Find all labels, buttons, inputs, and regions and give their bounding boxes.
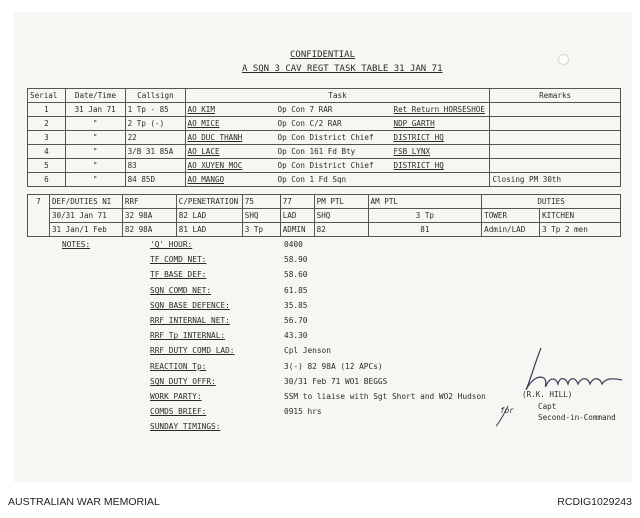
header-date-time: Date/Time [65, 89, 125, 103]
note-label: SQN BASE DEFENCE: [150, 300, 230, 310]
task-cell-task [185, 103, 490, 117]
note-label: REACTION Tp: [150, 361, 207, 371]
duties-row-0-c2: 82 LAD [176, 209, 242, 223]
task-location: NDP GARTH [393, 119, 435, 128]
task-description: Op Con District Chief [277, 133, 374, 142]
duties-subheader-tower: TOWER [482, 209, 540, 223]
task-cell-callsign: 1 Tp - 85 [125, 103, 185, 117]
task-cell-date-time: " [65, 159, 125, 173]
note-label: RRF DUTY COMD LAD: [150, 346, 235, 356]
note-label: SQN COMD NET: [150, 285, 212, 295]
duties-header-pm-ptl: PM PTL [314, 195, 368, 209]
duties-header-penetration: C/PENETRATION [176, 195, 242, 209]
header-task: Task [185, 89, 489, 103]
note-value: 61.85 [284, 285, 308, 295]
duties-row-0-c1: 32 98A [122, 209, 176, 223]
duties-subheader-kitchen: KITCHEN [540, 209, 621, 223]
notes-heading: NOTES: [62, 240, 91, 249]
task-cell-date-time: " [65, 173, 125, 187]
duties-row-1-c6: 81 [368, 223, 482, 237]
task-area: AO LACE [187, 147, 220, 156]
task-location: FSB LYNX [393, 147, 431, 156]
note-value: 56.70 [284, 316, 308, 325]
duties-serial: 7 [28, 195, 50, 209]
duties-header-rrf: RRF [122, 195, 176, 209]
task-table-header [28, 89, 621, 103]
note-value: 43.30 [284, 331, 308, 341]
punch-hole [558, 54, 569, 65]
note-label: RRF INTERNAL NET: [150, 316, 230, 325]
task-location: DISTRICT HQ [393, 161, 444, 170]
note-value: 30/31 Feb 71 WO1 BEGGS [284, 376, 388, 386]
duties-header-duties: DUTIES [482, 195, 621, 209]
duties-header-75: 75 [242, 195, 280, 209]
task-cell-remarks [490, 131, 621, 145]
task-row [28, 103, 621, 117]
task-cell-date-time: " [65, 117, 125, 131]
task-description: Op Con C/2 RAR [277, 119, 342, 128]
duties-row-0-c6: 3 Tp [368, 209, 482, 223]
task-location: DISTRICT HQ [393, 133, 444, 142]
note-value: SSM to liaise with Sgt Short and WO2 Hudson [284, 392, 486, 401]
task-table [27, 88, 621, 103]
duties-row-1-c5: 82 [314, 223, 368, 237]
note-label: TF BASE DEF: [150, 270, 207, 280]
task-row [28, 117, 621, 131]
note-value: 58.60 [284, 270, 308, 280]
note-value: 35.85 [284, 300, 308, 310]
note-value: 0915 hrs [284, 407, 322, 417]
task-cell-task [185, 145, 490, 159]
duties-row-0-c4: LAD [280, 209, 314, 223]
note-label: WORK PARTY: [150, 392, 202, 401]
duties-row-0-c5: SHQ [314, 209, 368, 223]
header-remarks: Remarks [490, 89, 621, 103]
task-cell-callsign: 22 [125, 131, 185, 145]
note-label: RRF Tp INTERNAL: [150, 331, 226, 341]
task-table-body [27, 102, 621, 187]
signature-for: for [500, 406, 514, 415]
duties-row-1-c4: ADMIN [280, 223, 314, 237]
task-cell-serial: 5 [28, 159, 66, 173]
task-row [28, 131, 621, 145]
note-value: Cpl Jenson [284, 346, 331, 356]
classification-heading: CONFIDENTIAL [290, 50, 356, 60]
task-cell-date-time: 31 Jan 71 [65, 103, 125, 117]
task-description: Op Con District Chief [277, 161, 374, 170]
duties-header-am-ptl: AM PTL [368, 195, 482, 209]
task-cell-task [185, 159, 490, 173]
task-cell-remarks [490, 145, 621, 159]
duties-table [27, 194, 621, 237]
note-value: 3(-) 82 98A (12 APCs) [284, 361, 383, 371]
duties-header-def: DEF/DUTIES NI [49, 195, 122, 209]
document-title: A SQN 3 CAV REGT TASK TABLE 31 JAN 71 [242, 64, 443, 74]
note-value: 0400 [284, 240, 303, 249]
duties-row [28, 223, 621, 237]
task-cell-serial: 6 [28, 173, 66, 187]
task-cell-date-time: " [65, 145, 125, 159]
task-row [28, 159, 621, 173]
task-row [28, 173, 621, 187]
signatory-name: (R.K. HILL) [522, 390, 573, 399]
task-area: AO XUYEN MOC [187, 161, 243, 170]
task-area: AO MANGO [187, 175, 225, 184]
task-description: Op Con 161 Fd Bty [277, 147, 356, 156]
duties-row-1-c2: 81 LAD [176, 223, 242, 237]
duties-row-1-c8: 3 Tp 2 men [540, 223, 621, 237]
task-cell-remarks [490, 103, 621, 117]
note-label: COMDS BRIEF: [150, 407, 207, 417]
task-cell-serial: 4 [28, 145, 66, 159]
task-cell-callsign: 83 [125, 159, 185, 173]
task-cell-serial: 2 [28, 117, 66, 131]
task-cell-callsign: 3/B 31 85A [125, 145, 185, 159]
task-cell-date-time: " [65, 131, 125, 145]
note-label: SUNDAY TIMINGS: [150, 422, 221, 432]
signatory-appointment: Second-in-Command [538, 413, 616, 422]
task-description: Op Con 7 RAR [277, 105, 333, 114]
duties-row-1-c3: 3 Tp [242, 223, 280, 237]
task-cell-task [185, 173, 490, 187]
task-cell-task [185, 131, 490, 145]
task-cell-remarks: Closing PM 30th [490, 173, 621, 187]
task-location: Ret Return HORSESHOE [393, 105, 485, 114]
duties-row-1-c7: Admin/LAD [482, 223, 540, 237]
task-row [28, 145, 621, 159]
task-cell-remarks [490, 117, 621, 131]
note-label: 'Q' HOUR: [150, 240, 193, 249]
note-label: TF COMD NET: [150, 255, 207, 265]
duties-row-1-c0: 31 Jan/1 Feb [49, 223, 122, 237]
note-value: 58.90 [284, 255, 308, 265]
signatory-rank: Capt [538, 402, 557, 411]
duties-row-1-c1: 82 98A [122, 223, 176, 237]
task-cell-task [185, 117, 490, 131]
task-area: AO KIM [187, 105, 215, 114]
task-cell-callsign: 84 85D [125, 173, 185, 187]
footer-source: AUSTRALIAN WAR MEMORIAL [8, 496, 160, 508]
duties-header-row [28, 195, 621, 209]
task-area: AO DUC THANH [187, 133, 243, 142]
duties-row-0-c3: SHQ [242, 209, 280, 223]
footer-id: RCDIG1029243 [557, 496, 632, 508]
header-serial: Serial [28, 89, 66, 103]
duties-subheader-row [28, 209, 621, 223]
header-callsign: Callsign [125, 89, 185, 103]
task-area: AO MICE [187, 119, 220, 128]
task-cell-serial: 1 [28, 103, 66, 117]
duties-header-77: 77 [280, 195, 314, 209]
task-description: Op Con 1 Fd Sqn [277, 175, 347, 184]
task-cell-callsign: 2 Tp (-) [125, 117, 185, 131]
duties-row-0-c0: 30/31 Jan 71 [49, 209, 122, 223]
task-cell-serial: 3 [28, 131, 66, 145]
note-label: SQN DUTY OFFR: [150, 376, 216, 386]
task-cell-remarks [490, 159, 621, 173]
